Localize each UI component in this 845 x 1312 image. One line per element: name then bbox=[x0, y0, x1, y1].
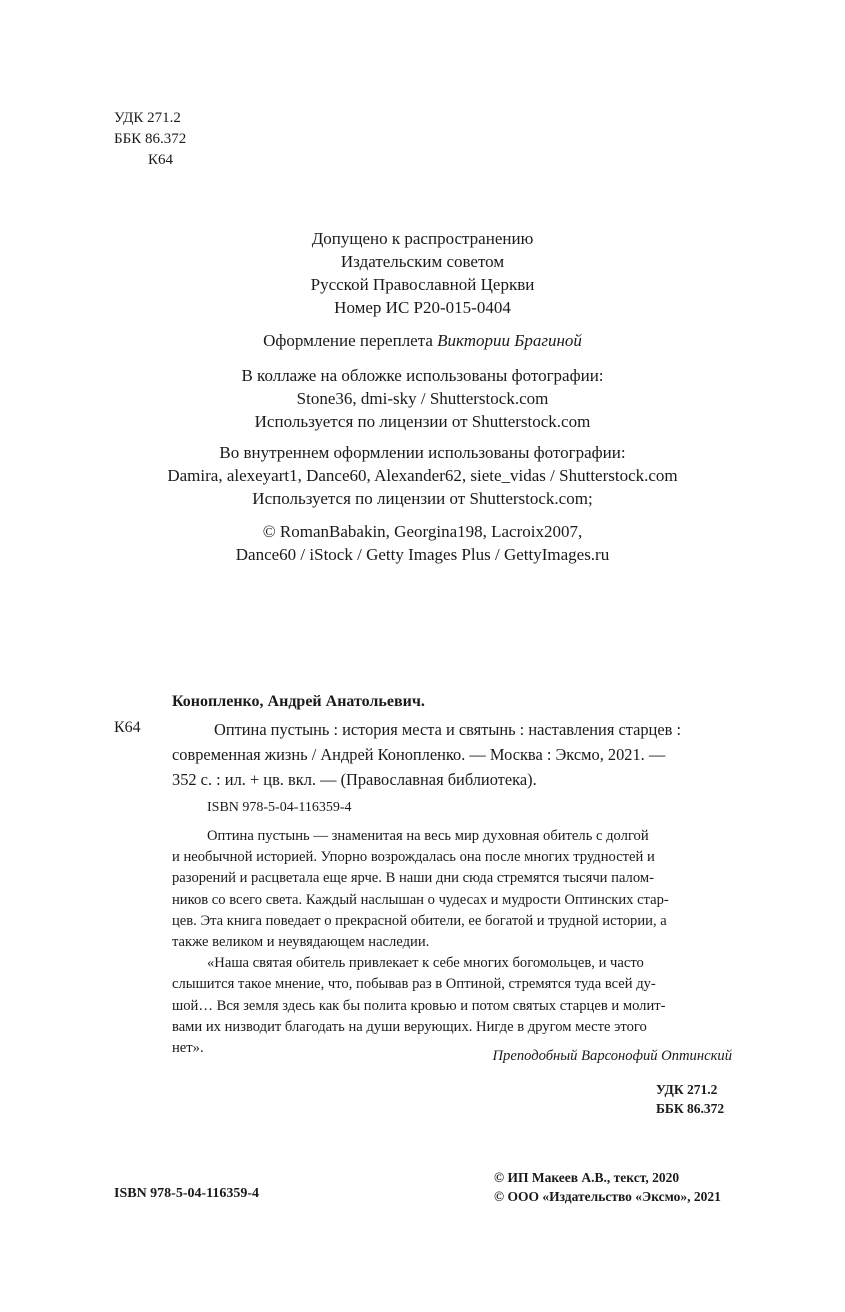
approval-line: Издательским советом bbox=[340, 252, 505, 271]
catalog-author: Конопленко, Андрей Анатольевич. bbox=[172, 693, 425, 710]
annotation-line: разорений и расцветала еще ярче. В наши дни сюда стремятся тысячи палом- bbox=[172, 870, 654, 887]
credit-line: Используется по лицензии от Shutterstock.com bbox=[254, 412, 591, 431]
credit-line: Damira, alexeyart1, Dance60, Alexander62, siete_vidas / Shutterstock.com bbox=[167, 466, 678, 485]
annotation-line: нет». bbox=[172, 1040, 204, 1057]
annotation-line: и необычной историей. Упорно возрождалась она после многих трудностей и bbox=[172, 849, 655, 866]
credit-line: Используется по лицензии от Shutterstock.com; bbox=[252, 489, 593, 508]
catalog-entry bbox=[172, 717, 732, 792]
annotation-line: ников со всего света. Каждый наслышан о чудесах и мудрости Оптинских стар- bbox=[172, 891, 669, 908]
catalog-isbn: ISBN 978-5-04-116359-4 bbox=[207, 800, 352, 815]
copyright-line: © ИП Макеев А.В., текст, 2020 bbox=[494, 1170, 680, 1185]
approval-block bbox=[0, 227, 845, 319]
approval-line: Номер ИС Р20-015-0404 bbox=[334, 298, 511, 317]
annotation-paragraph-1 bbox=[172, 826, 732, 953]
author-mark: К64 bbox=[148, 152, 174, 168]
top-classification-codes bbox=[114, 108, 186, 171]
credit-line: Stone36, dmi-sky / Shutterstock.com bbox=[296, 389, 549, 408]
annotation-line: цев. Эта книга поведает о прекрасной обители, ее богатой и трудной истории, а bbox=[172, 912, 667, 929]
design-credit bbox=[0, 329, 845, 352]
copyright-block bbox=[494, 1168, 721, 1206]
annotation-line: слышится такое мнение, что, побывав раз в Оптиной, стремятся туда всей ду- bbox=[172, 976, 656, 993]
annotation-line: шой… Вся земля здесь как бы полита кровью и потом святых старцев и молит- bbox=[172, 997, 666, 1014]
entry-line: современная жизнь / Андрей Конопленко. — Москва : Эксмо, 2021. — bbox=[172, 745, 666, 764]
annotation-line: «Наша святая обитель привлекает к себе многих богомольцев, и часто bbox=[207, 955, 644, 972]
entry-line: Оптина пустынь : история места и святынь : наставления старцев : bbox=[214, 720, 681, 739]
annotation-line: Оптина пустынь — знаменитая на весь мир духовная обитель с долгой bbox=[207, 828, 649, 844]
udk-code: УДК 271.2 bbox=[656, 1082, 718, 1097]
quote-signature: Преподобный Варсонофий Оптинский bbox=[492, 1048, 732, 1064]
annotation-line: вами их низводит благодать на души верующих. Нигде в другом месте этого bbox=[172, 1018, 647, 1035]
annotation-line: также великом и неувядающем наследии. bbox=[172, 934, 430, 951]
credit-line: © RomanBabakin, Georgina198, Lacroix2007, bbox=[262, 522, 583, 541]
copyright-line: © ООО «Издательство «Эксмо», 2021 bbox=[494, 1189, 721, 1204]
isbn-bold: ISBN 978-5-04-116359-4 bbox=[114, 1186, 260, 1201]
udk-code: УДК 271.2 bbox=[114, 110, 181, 126]
annotation-paragraph-2 bbox=[172, 953, 732, 1059]
annotation bbox=[172, 826, 732, 1059]
bbk-code: ББК 86.372 bbox=[656, 1101, 725, 1116]
designer-name: Виктории Брагиной bbox=[437, 331, 582, 350]
design-prefix: Оформление переплета bbox=[263, 331, 438, 350]
cover-photos-credit bbox=[0, 364, 845, 433]
inner-photos-credit bbox=[0, 441, 845, 510]
bottom-classification-codes bbox=[656, 1080, 724, 1118]
credit-line: В коллаже на обложке использованы фотографии: bbox=[241, 366, 604, 385]
bbk-code: ББК 86.372 bbox=[114, 131, 187, 147]
entry-line: 352 с. : ил. + цв. вкл. — (Православная библиотека). bbox=[172, 770, 537, 789]
catalog-mark: К64 bbox=[114, 719, 141, 736]
credit-line: Dance60 / iStock / Getty Images Plus / GettyImages.ru bbox=[235, 545, 610, 564]
approval-line: Русской Православной Церкви bbox=[310, 275, 535, 294]
approval-line: Допущено к распространению bbox=[311, 229, 534, 248]
istock-credit bbox=[0, 520, 845, 566]
credit-line: Во внутреннем оформлении использованы фотографии: bbox=[219, 443, 626, 462]
